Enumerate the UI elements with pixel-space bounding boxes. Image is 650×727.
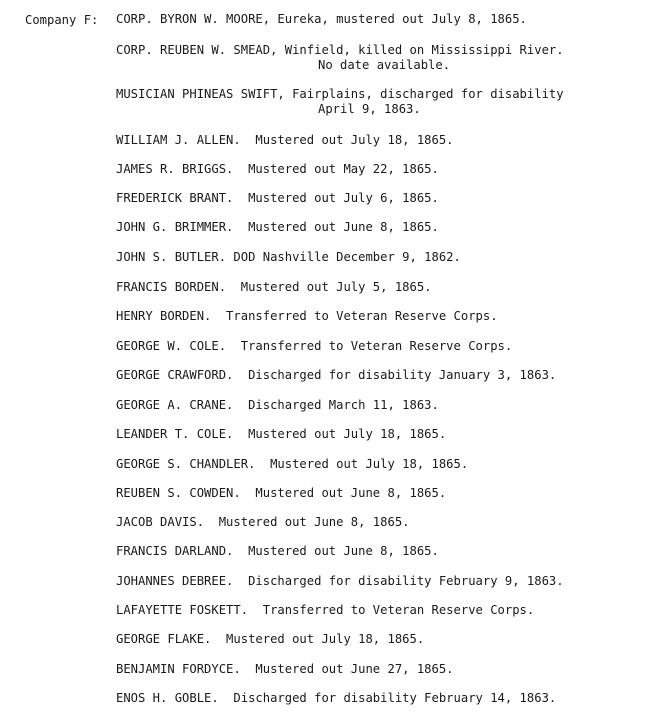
roster-entry <box>116 691 556 706</box>
entry-text: BENJAMIN FORDYCE. Mustered out June 27, 1865. <box>116 662 454 676</box>
entry-text: LAFAYETTE FOSKETT. Transferred to Veteran Reserve Corps. <box>116 603 535 617</box>
entry-text: GEORGE W. COLE. Transferred to Veteran Reserve Corps. <box>116 339 513 353</box>
entry-continuation: No date available. <box>318 58 451 72</box>
roster-entry <box>116 398 439 413</box>
roster-entry <box>116 220 439 235</box>
roster-entry <box>116 87 564 117</box>
entry-text: CORP. BYRON W. MOORE, Eureka, mustered out July 8, 1865. <box>116 12 527 26</box>
roster-entry <box>116 133 454 148</box>
roster-entry <box>116 368 556 383</box>
entry-text: REUBEN S. COWDEN. Mustered out June 8, 1865. <box>116 486 447 500</box>
entry-text: JACOB DAVIS. Mustered out June 8, 1865. <box>116 515 410 529</box>
roster-entry <box>116 544 439 559</box>
roster-entry <box>116 12 527 27</box>
entry-text: GEORGE A. CRANE. Discharged March 11, 1863. <box>116 398 439 412</box>
entry-text: JAMES R. BRIGGS. Mustered out May 22, 1865. <box>116 162 439 176</box>
roster-entry <box>116 43 564 73</box>
roster-entry <box>116 191 439 206</box>
entry-text: GEORGE FLAKE. Mustered out July 18, 1865. <box>116 632 425 646</box>
entry-text: LEANDER T. COLE. Mustered out July 18, 1865. <box>116 427 447 441</box>
roster-entry <box>116 427 446 442</box>
roster-entry <box>116 515 410 530</box>
entry-text: JOHN S. BUTLER. DOD Nashville December 9, 1862. <box>116 250 461 264</box>
roster-entry <box>116 662 454 677</box>
roster-entry <box>116 603 534 618</box>
entry-text: WILLIAM J. ALLEN. Mustered out July 18, 1865. <box>116 133 454 147</box>
company-label: Company F: <box>25 13 99 27</box>
entry-text: MUSICIAN PHINEAS SWIFT, Fairplains, discharged for disability <box>116 87 564 101</box>
roster-entry <box>116 339 512 354</box>
roster-entry <box>116 280 432 295</box>
entry-text: ENOS H. GOBLE. Discharged for disability February 14, 1863. <box>116 691 557 705</box>
entry-text: JOHANNES DEBREE. Discharged for disability February 9, 1863. <box>116 574 564 588</box>
roster-entry <box>116 574 564 589</box>
entry-text: FRANCIS BORDEN. Mustered out July 5, 1865. <box>116 280 432 294</box>
roster-entry <box>116 309 498 324</box>
entry-text: FRANCIS DARLAND. Mustered out June 8, 1865. <box>116 544 439 558</box>
entry-text: GEORGE CRAWFORD. Discharged for disability January 3, 1863. <box>116 368 557 382</box>
entry-text: FREDERICK BRANT. Mustered out July 6, 1865. <box>116 191 439 205</box>
entry-text: JOHN G. BRIMMER. Mustered out June 8, 1865. <box>116 220 439 234</box>
roster-entry <box>116 162 439 177</box>
roster-entry <box>116 250 461 265</box>
entry-continuation: April 9, 1863. <box>318 102 421 116</box>
entry-text: GEORGE S. CHANDLER. Mustered out July 18, 1865. <box>116 457 469 471</box>
roster-entry <box>116 486 446 501</box>
roster-entry <box>116 457 468 472</box>
entry-text: CORP. REUBEN W. SMEAD, Winfield, killed on Mississippi River. <box>116 43 564 57</box>
entry-text: HENRY BORDEN. Transferred to Veteran Reserve Corps. <box>116 309 498 323</box>
roster-entry <box>116 632 424 647</box>
